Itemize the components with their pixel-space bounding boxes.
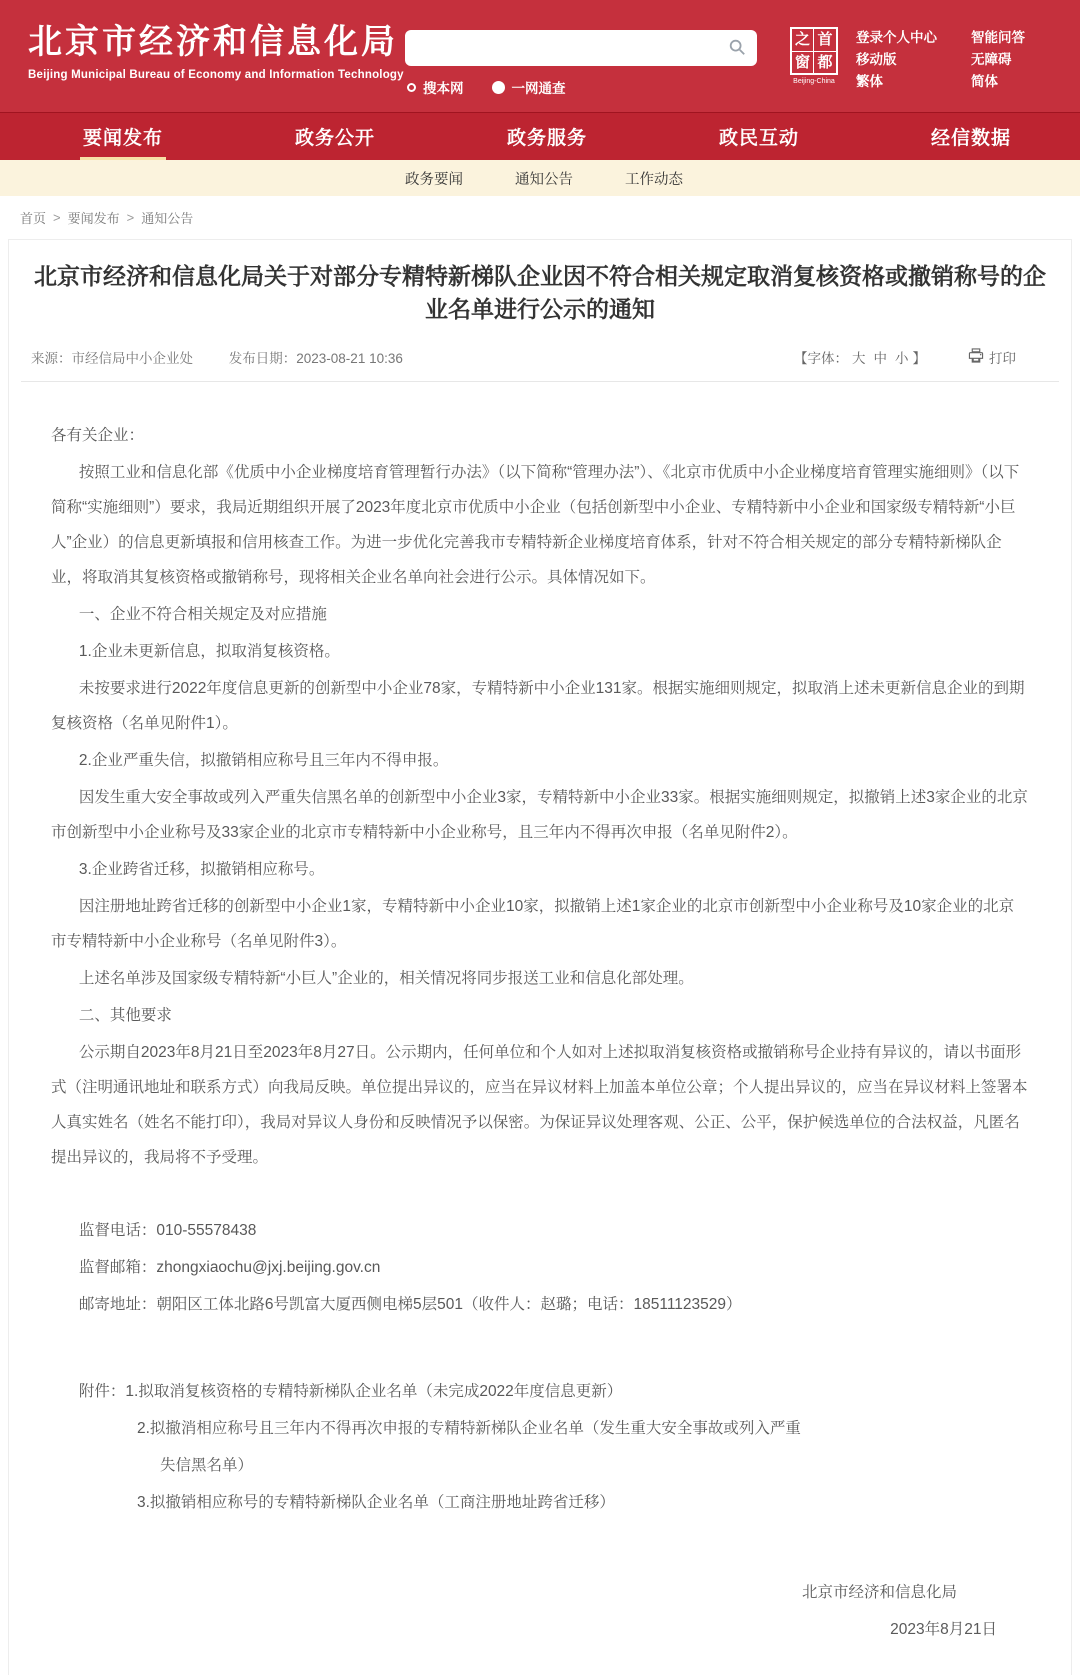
signature-block bbox=[51, 1575, 1029, 1647]
paragraph: 公示期自2023年8月21日至2023年8月27日。公示期内，任何单位和个人如对上述拟取消复核资格或撤销称号企业持有异议的，请以书面形式（注明通讯地址和联系方式）向我局反映。单位提出异议的，应当在异议材料上加盖本单位公章；个人提出异议的，应当在异议材料上签署本人真实姓名（姓名不能打印），我局对异议人身份和反映情况予以保密。为保证异议处理客观、公正、公平，保护候选单位的合法权益，凡匿名提出异议的，我局将不予受理。 bbox=[51, 1044, 1028, 1166]
breadcrumb-news-release[interactable]: 要闻发布 bbox=[67, 211, 120, 226]
attachment-2-link[interactable]: 2.拟撤消相应称号且三年内不得再次申报的专精特新梯队企业名单（发生重大安全事故或列入严重 bbox=[137, 1420, 801, 1437]
nav-item-news-release[interactable]: 要闻发布 bbox=[83, 113, 163, 160]
search-input[interactable] bbox=[405, 30, 711, 66]
subnav-item-work-updates[interactable]: 工作动态 bbox=[625, 171, 683, 188]
header-quick-links bbox=[856, 27, 1025, 93]
article-publish-date: 发布日期：2023-08-21 10:36 bbox=[228, 351, 403, 366]
capital-window-logo[interactable] bbox=[788, 27, 840, 85]
page-title: 北京市经济和信息化局关于对部分专精特新梯队企业因不符合相关规定取消复核资格或撤销称号的企业名单进行公示的通知 bbox=[34, 263, 1046, 322]
breadcrumb bbox=[0, 196, 1080, 235]
sub-heading: 3.企业跨省迁移，拟撤销相应称号。 bbox=[78, 861, 325, 878]
main-nav bbox=[0, 112, 1080, 160]
simplified-chinese-link[interactable]: 简体 bbox=[971, 74, 998, 89]
smart-qa-link[interactable]: 智能问答 bbox=[971, 30, 1025, 45]
font-size-large-button[interactable]: 大 bbox=[852, 351, 866, 366]
font-size-medium-button[interactable]: 中 bbox=[873, 351, 887, 366]
signature-org: 北京市经济和信息化局 bbox=[801, 1584, 957, 1601]
breadcrumb-home[interactable]: 首页 bbox=[20, 211, 47, 226]
breadcrumb-separator: > bbox=[53, 210, 61, 225]
seal-char: 都 bbox=[817, 54, 833, 71]
paragraph: 按照工业和信息化部《优质中小企业梯度培育管理暂行办法》（以下简称“管理办法”）、《北京市优质中小企业梯度培育管理实施细则》（以下简称“实施细则”）要求，我局近期组织开展了2023年度北京市优质中小企业（包括创新型中小企业、专精特新中小企业和国家级专精特新“小巨人”企业）的信息更新填报和信用核查工作。为进一步优化完善我市专精特新企业梯度培育体系，针对不符合相关规定的部分专精特新梯队企业，将取消其复核资格或撤销称号，现将相关企业名单向社会进行公示。具体情况如下。 bbox=[51, 464, 1020, 586]
mailing-address: 邮寄地址：朝阳区工体北路6号凯富大厦西侧电梯5层501（收件人：赵璐；电话：18511123529） bbox=[78, 1296, 742, 1313]
attachment-3-link[interactable]: 3.拟撤销相应称号的专精特新梯队企业名单（工商注册地址跨省迁移） bbox=[137, 1494, 615, 1511]
search-icon bbox=[728, 44, 746, 59]
search-button[interactable] bbox=[721, 33, 753, 63]
traditional-chinese-link[interactable]: 繁体 bbox=[856, 74, 883, 89]
print-button[interactable] bbox=[968, 347, 1016, 367]
site-subtitle: Beijing Municipal Bureau of Economy and Information Technology bbox=[28, 69, 404, 81]
paragraph: 上述名单涉及国家级专精特新“小巨人”企业的，相关情况将同步报送工业和信息化部处理。 bbox=[78, 970, 694, 987]
paragraph: 因注册地址跨省迁移的创新型中小企业1家，专精特新中小企业10家，拟撤销上述1家企业的北京市创新型中小企业称号及10家企业的北京市专精特新中小企业称号（名单见附件3）。 bbox=[51, 898, 1015, 950]
breadcrumb-notices[interactable]: 通知公告 bbox=[141, 211, 194, 226]
search-box bbox=[405, 30, 757, 66]
capital-window-seal-icon bbox=[790, 27, 838, 75]
supervision-email: 监督邮箱：zhongxiaochu@jxj.beijing.gov.cn bbox=[78, 1259, 381, 1276]
printer-icon bbox=[968, 348, 984, 366]
search-scope-site-label: 搜本网 bbox=[423, 81, 464, 96]
search-scope-network-label: 一网通查 bbox=[511, 81, 566, 96]
attachment-2-link-continued[interactable]: 失信黑名单） bbox=[160, 1457, 254, 1474]
paragraph: 因发生重大安全事故或列入严重失信黑名单的创新型中小企业3家，专精特新中小企业33家。根据实施细则规定，拟撤销上述3家企业的北京市创新型中小企业称号及33家企业的北京市专精特新中小企业称号，且三年内不得再次申报（名单见附件2）。 bbox=[51, 789, 1028, 841]
print-label: 打印 bbox=[989, 351, 1016, 366]
site-title: 北京市经济和信息化局 bbox=[28, 23, 398, 61]
search-scope-site[interactable] bbox=[407, 77, 464, 97]
subnav-item-notices[interactable]: 通知公告 bbox=[515, 171, 573, 188]
paragraph: 未按要求进行2022年度信息更新的创新型中小企业78家，专精特新中小企业131家。根据实施细则规定，拟取消上述未更新信息企业的到期复核资格（名单见附件1）。 bbox=[51, 680, 1025, 732]
nav-item-public-interaction[interactable]: 政民互动 bbox=[718, 128, 799, 149]
search-scope-network[interactable] bbox=[492, 77, 566, 97]
sub-heading: 2.企业严重失信，拟撤销相应称号且三年内不得申报。 bbox=[78, 752, 449, 769]
mobile-version-link[interactable]: 移动版 bbox=[856, 52, 897, 67]
login-link[interactable]: 登录个人中心 bbox=[856, 30, 937, 45]
radio-ring-icon bbox=[407, 83, 416, 92]
attachment-1-link[interactable]: 附件：1.拟取消复核资格的专精特新梯队企业名单（未完成2022年度信息更新） bbox=[78, 1383, 623, 1400]
seal-char: 之 bbox=[792, 29, 814, 52]
seal-char: 首 bbox=[814, 29, 836, 52]
section-heading: 二、其他要求 bbox=[78, 1007, 172, 1024]
section-heading: 一、企业不符合相关规定及对应措施 bbox=[78, 606, 327, 623]
accessibility-link[interactable]: 无障碍 bbox=[971, 52, 1012, 67]
search-scope-group bbox=[407, 77, 566, 97]
font-size-small-button[interactable]: 小 bbox=[895, 351, 909, 366]
breadcrumb-separator: > bbox=[126, 210, 135, 225]
seal-char: 窗 bbox=[792, 52, 814, 74]
site-header bbox=[0, 0, 1080, 112]
sub-heading: 1.企业未更新信息，拟取消复核资格。 bbox=[78, 643, 340, 660]
sub-nav bbox=[0, 160, 1080, 196]
font-size-widget-open: 【字体： bbox=[794, 351, 848, 366]
nav-item-gov-services[interactable]: 政务服务 bbox=[506, 128, 587, 149]
nav-item-industry-data[interactable]: 经信数据 bbox=[930, 128, 1011, 149]
article-body bbox=[9, 382, 1071, 1647]
subnav-item-gov-news[interactable]: 政务要闻 bbox=[405, 171, 463, 188]
article-source: 来源：市经信局中小企业处 bbox=[31, 351, 193, 366]
seal-caption: Beijing-China bbox=[793, 78, 835, 85]
site-brand bbox=[28, 22, 404, 81]
article-meta bbox=[9, 342, 1071, 372]
font-size-widget-close: 】 bbox=[912, 351, 926, 366]
nav-item-gov-disclosure[interactable]: 政务公开 bbox=[294, 128, 375, 149]
signature-date: 2023年8月21日 bbox=[890, 1621, 997, 1638]
article-card bbox=[8, 239, 1072, 1675]
supervision-phone: 监督电话：010-55578438 bbox=[78, 1222, 257, 1239]
radio-dot-icon bbox=[492, 81, 505, 94]
salutation: 各有关企业： bbox=[51, 427, 145, 444]
